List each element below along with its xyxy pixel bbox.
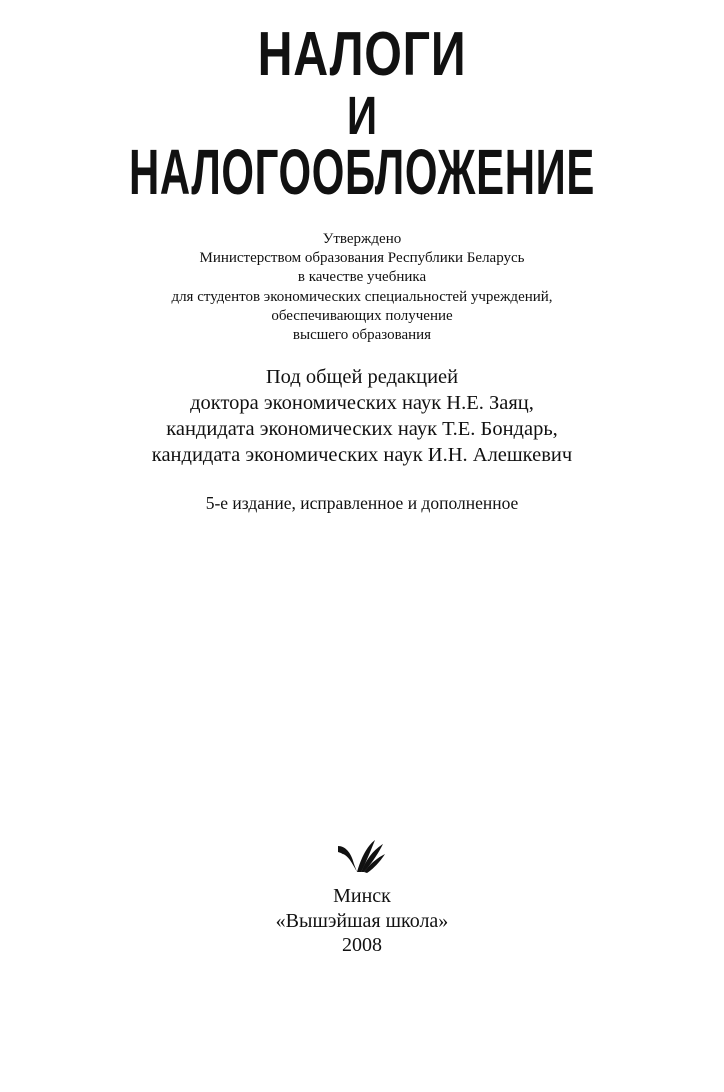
book-title-line-2: И bbox=[346, 86, 378, 146]
editors-line: кандидата экономических наук И.Н. Алешкевич bbox=[151, 444, 573, 466]
edition-note: 5-е издание, исправленное и дополненное bbox=[205, 493, 519, 513]
book-title-line-3: НАЛОГООБЛОЖЕНИЕ bbox=[128, 136, 596, 208]
publisher-logo-icon bbox=[335, 832, 387, 876]
publisher-name: «Вышэйшая школа» bbox=[275, 909, 449, 932]
approval-line: в качестве учебника bbox=[297, 269, 427, 286]
approval-line: Министерством образования Республики Беларусь bbox=[199, 250, 525, 267]
editors-block bbox=[0, 364, 724, 468]
publisher-imprint bbox=[0, 884, 724, 958]
editors-line: доктора экономических наук Н.Е. Заяц, bbox=[190, 392, 534, 414]
publication-year: 2008 bbox=[342, 934, 382, 956]
book-title-line-1: НАЛОГИ bbox=[257, 20, 467, 89]
approval-line: для студентов экономических специальностей учреждений, bbox=[171, 288, 553, 305]
editors-line: кандидата экономических наук Т.Е. Бондарь, bbox=[166, 418, 558, 440]
approval-line: высшего образования bbox=[292, 327, 432, 344]
editors-line: Под общей редакцией bbox=[265, 366, 459, 388]
approval-statement bbox=[0, 230, 724, 345]
approval-line: обеспечивающих получение bbox=[271, 307, 453, 324]
approval-line: Утверждено bbox=[322, 231, 402, 247]
publisher-city: Минск bbox=[333, 885, 391, 907]
